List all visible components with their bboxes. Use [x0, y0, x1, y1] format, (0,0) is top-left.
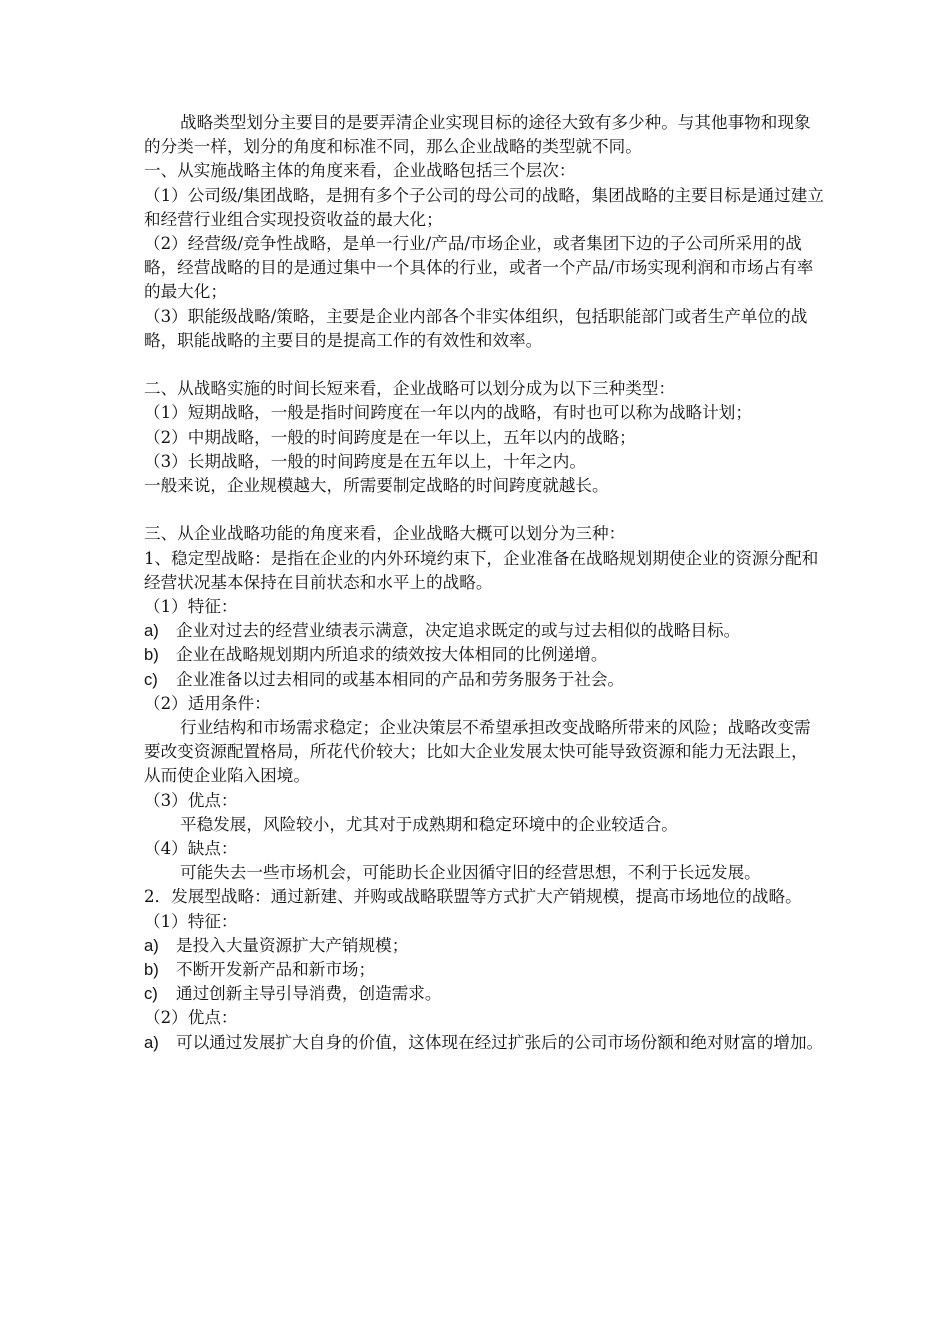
intro-paragraph: 战略类型划分主要目的是要弄清企业实现目标的途径大致有多少种。与其他事物和现象的分类一样，划分的角度和标准不同，那么企业战略的类型就不同。: [144, 113, 811, 157]
document-body: [144, 111, 824, 1055]
section-1-item: （3）职能级战略/策略，主要是企业内部各个非实体组织，包括职能部门或者生产单位的战略，职能战略的主要目的是提高工作的有效性和效率。: [144, 306, 808, 350]
list-text: 是投入大量资源扩大产销规模；: [176, 935, 409, 955]
list-item: [144, 643, 824, 667]
blank-line: [144, 498, 824, 522]
section-2-item: （1）短期战略，一般是指时间跨度在一年以内的战略，有时也可以称为战略计划；: [144, 403, 752, 423]
list-marker: b): [144, 960, 159, 980]
list-text: 企业准备以过去相同的或基本相同的产品和劳务服务于社会。: [176, 669, 625, 689]
growth-features-label: （1）特征：: [144, 911, 238, 931]
list-marker: a): [144, 1032, 159, 1052]
section-2-heading: 二、从战略实施的时间长短来看，企业战略可以划分成为以下三种类型：: [144, 379, 675, 399]
stable-cons-label: （4）缺点：: [144, 839, 238, 859]
stable-features-label: （1）特征：: [144, 597, 238, 617]
list-item: [144, 958, 824, 982]
stable-conditions-text: 行业结构和市场需求稳定；企业决策层不希望承担改变战略所带来的风险；战略改变需要改变资源配置格局，所花代价较大；比如大企业发展太快可能导致资源和能力无法跟上，从而使企业陷入困境。: [144, 718, 811, 786]
section-1-item: （1）公司级/集团战略，是拥有多个子公司的母公司的战略，集团战略的主要目标是通过建立和经营行业组合实现投资收益的最大化；: [144, 185, 824, 229]
list-item: [144, 668, 824, 692]
stable-cons-text: 可能失去一些市场机会，可能助长企业因循守旧的经营思想，不利于长远发展。: [180, 863, 761, 883]
list-marker: c): [144, 669, 158, 689]
section-1-item: （2）经营级/竞争性战略，是单一行业/产品/市场企业，或者集团下边的子公司所采用的战略，经营战略的目的是通过集中一个具体的行业，或者一个产品/市场实现利润和市场占有率的最大化；: [144, 234, 814, 302]
section-3-heading: 三、从企业战略功能的角度来看，企业战略大概可以划分为三种：: [144, 524, 626, 544]
section-1-heading: 一、从实施战略主体的角度来看，企业战略包括三个层次：: [144, 161, 576, 181]
list-item: [144, 982, 824, 1006]
list-item: [144, 619, 824, 643]
list-text: 企业在战略规划期内所追求的绩效按大体相同的比例递增。: [176, 645, 608, 665]
list-text: 可以通过发展扩大自身的价值，这体现在经过扩张后的公司市场份额和绝对财富的增加。: [176, 1032, 824, 1052]
list-marker: a): [144, 935, 159, 955]
list-text: 不断开发新产品和新市场；: [176, 960, 376, 980]
section-2-item: （2）中期战略，一般的时间跨度是在一年以上，五年以内的战略；: [144, 427, 636, 447]
stable-strategy-title: 1、稳定型战略：是指在企业的内外环境约束下，企业准备在战略规划期使企业的资源分配和经营状况基本保持在目前状态和水平上的战略。: [144, 548, 819, 592]
list-text: 企业对过去的经营业绩表示满意，决定追求既定的或与过去相似的战略目标。: [176, 621, 741, 641]
growth-strategy-title: 2．发展型战略：通过新建、并购或战略联盟等方式扩大产销规模，提高市场地位的战略。: [144, 887, 802, 907]
list-item: [144, 1031, 824, 1055]
list-marker: b): [144, 645, 159, 665]
stable-pros-text: 平稳发展，风险较小，尤其对于成熟期和稳定环境中的企业较适合。: [180, 814, 678, 834]
list-item: [144, 934, 824, 958]
section-2-note: 一般来说，企业规模越大，所需要制定战略的时间跨度就越长。: [144, 476, 609, 496]
list-text: 通过创新主导引导消费，创造需求。: [176, 984, 442, 1004]
blank-line: [144, 353, 824, 377]
growth-pros-label: （2）优点：: [144, 1008, 238, 1028]
list-marker: c): [144, 984, 158, 1004]
section-2-item: （3）长期战略，一般的时间跨度是在五年以上，十年之内。: [144, 451, 586, 471]
list-marker: a): [144, 621, 159, 641]
stable-pros-label: （3）优点：: [144, 790, 238, 810]
stable-conditions-label: （2）适用条件：: [144, 693, 271, 713]
